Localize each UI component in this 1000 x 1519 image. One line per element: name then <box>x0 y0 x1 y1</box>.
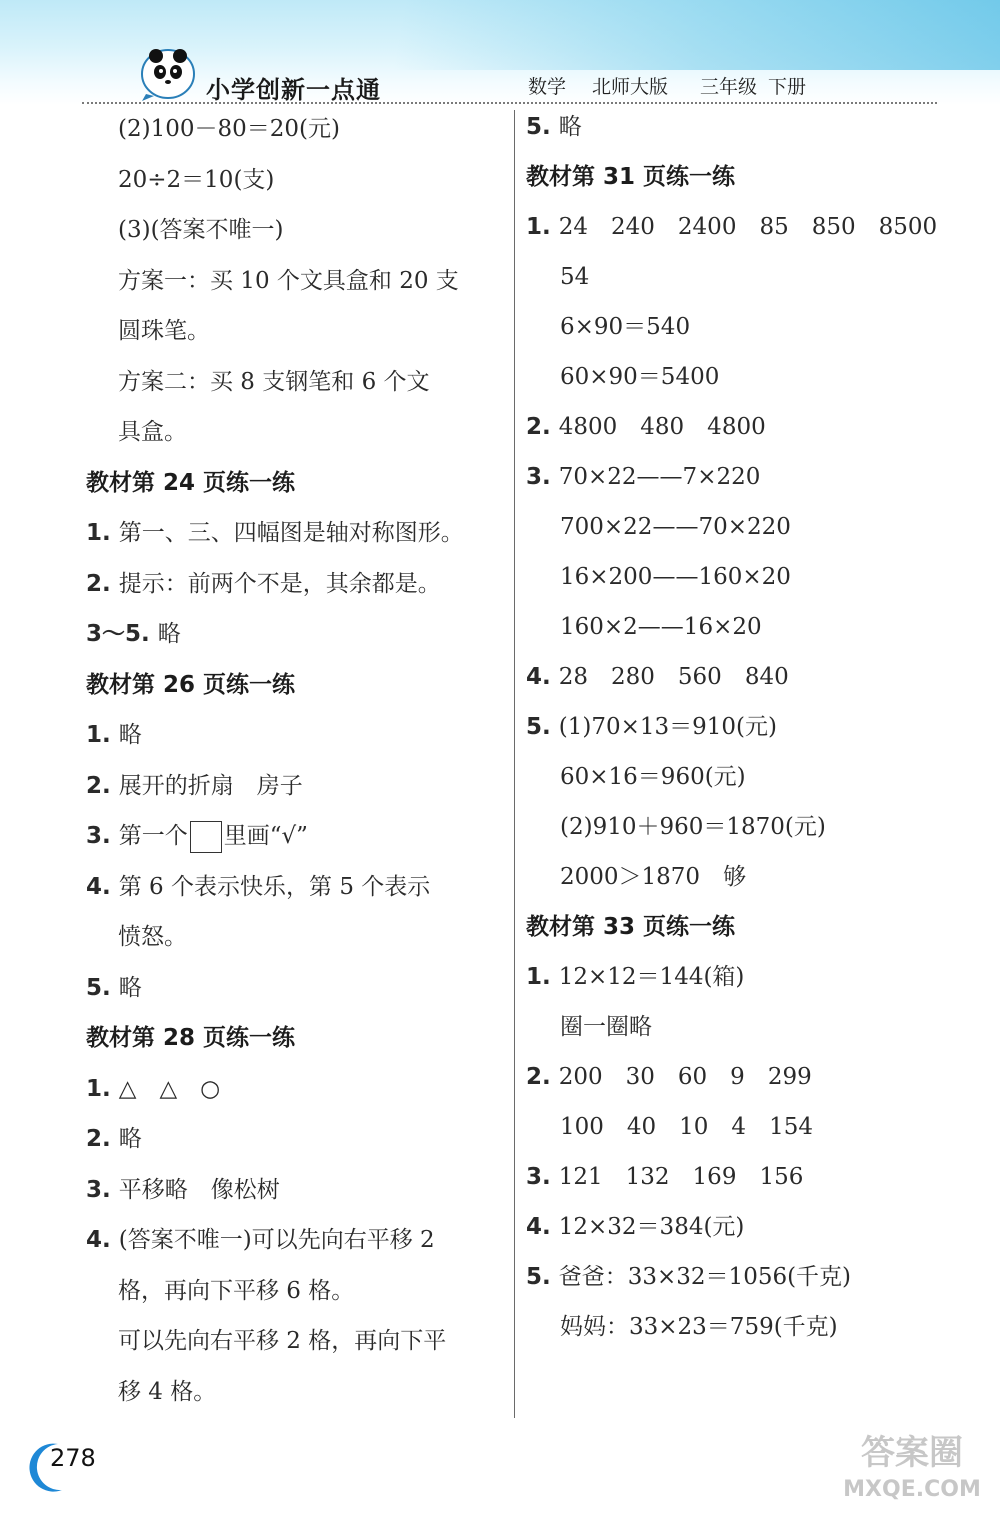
answer-text: 20÷2＝10(支) <box>118 166 275 193</box>
answer-text: 2000＞1870 够 <box>560 864 747 890</box>
answer-line <box>86 1124 142 1154</box>
answer-number: 2. <box>86 570 119 597</box>
answer-text: 圆珠笔。 <box>118 318 210 344</box>
answer-line <box>118 417 187 447</box>
answer-text: 121 132 169 156 <box>558 1164 804 1190</box>
answer-line <box>526 112 582 142</box>
answer-line <box>118 114 340 144</box>
answer-text: 60×16＝960(元) <box>560 764 746 790</box>
answer-number: 1. <box>86 1075 119 1102</box>
answer-number: 1. <box>86 722 119 748</box>
answer-line <box>560 312 690 342</box>
answer-line <box>118 165 274 195</box>
answer-text: 方案二：买 8 支钢笔和 6 个文 <box>118 368 430 395</box>
answer-text: 4800 480 4800 <box>558 414 766 440</box>
answer-text: 移 4 格。 <box>118 1378 217 1405</box>
answer-line <box>526 1212 744 1242</box>
answer-number: 5. <box>526 714 559 740</box>
svg-text:MXQE.COM: MXQE.COM <box>843 1477 981 1502</box>
answer-text: 28 280 560 840 <box>558 664 789 690</box>
answer-number: 2. <box>86 772 119 799</box>
answer-text: (答案不唯一)可以先向右平移 2 <box>118 1227 435 1253</box>
answer-number: 5. <box>526 1264 559 1290</box>
answer-line <box>560 1312 838 1342</box>
answer-line <box>560 512 791 542</box>
answer-number: 1. <box>86 520 119 546</box>
answer-text: 第 6 个表示快乐，第 5 个表示 <box>118 873 431 900</box>
subject-label: 数学 <box>528 76 567 98</box>
answer-text: 略 <box>558 114 582 140</box>
answer-line <box>560 362 719 392</box>
answer-line <box>560 1012 652 1042</box>
answer-line <box>118 1326 446 1356</box>
answer-text: (2)910＋960＝1870(元) <box>560 814 826 840</box>
answer-text: 700×22——70×220 <box>560 514 791 540</box>
answer-text: △ △ ○ <box>118 1075 221 1102</box>
answer-text: 12×12＝144(箱) <box>558 964 745 990</box>
answer-line <box>118 1377 216 1407</box>
section-heading: 教材第 28 页练一练 <box>86 1025 296 1051</box>
answer-number: 2. <box>526 414 559 440</box>
answer-line <box>526 212 937 242</box>
answer-line <box>86 1175 280 1205</box>
answer-text: 爸爸：33×32＝1056(千克) <box>558 1264 852 1290</box>
section-heading: 教材第 31 页练一练 <box>526 164 736 190</box>
answer-text: (2)100－80＝20(元) <box>118 116 340 142</box>
section-heading: 教材第 24 页练一练 <box>86 469 296 496</box>
answer-line <box>526 462 760 492</box>
brand-title: 小学创新一点通 <box>206 76 381 104</box>
answer-text: 可以先向右平移 2 格，再向下平 <box>118 1328 447 1354</box>
answer-line <box>86 569 441 599</box>
answer-text: 圈一圈略 <box>560 1014 652 1040</box>
answer-text: 略 <box>118 974 142 1001</box>
answer-text: 略 <box>118 722 142 748</box>
answer-number: 1. <box>526 964 559 990</box>
answer-number: 4. <box>86 1227 119 1253</box>
answer-text: 第一、三、四幅图是轴对称图形。 <box>118 520 464 546</box>
answer-line <box>86 973 142 1003</box>
answer-text: 100 40 10 4 154 <box>560 1114 813 1140</box>
answer-text: 16×200——160×20 <box>560 564 791 590</box>
answer-text: 妈妈：33×23＝759(千克) <box>560 1314 838 1340</box>
answer-number: 4. <box>86 873 119 900</box>
answer-line <box>86 1225 435 1255</box>
answer-number: 3. <box>526 1164 559 1190</box>
answer-number: 5. <box>86 974 119 1001</box>
answer-line <box>86 720 142 750</box>
answer-line <box>86 771 303 801</box>
section-heading: 教材第 26 页练一练 <box>86 671 296 698</box>
grade-label: 三年级 <box>700 76 758 98</box>
answer-line <box>118 1276 354 1306</box>
answer-line <box>86 619 181 649</box>
answer-number: 5. <box>526 114 559 140</box>
answer-text: (3)(答案不唯一) <box>118 217 284 243</box>
answer-line <box>560 812 826 842</box>
answer-number: 4. <box>526 1214 559 1240</box>
answer-text: 60×90＝5400 <box>560 364 720 390</box>
answer-number: 3. <box>86 1176 119 1203</box>
answer-line <box>560 1112 813 1142</box>
answer-text: 展开的折扇 房子 <box>118 772 303 799</box>
answer-line <box>526 1062 812 1092</box>
answer-text: 6×90＝540 <box>560 314 691 340</box>
answer-line <box>118 922 187 952</box>
answer-text: 平移略 像松树 <box>118 1176 280 1203</box>
answer-line <box>86 518 464 548</box>
answer-line <box>86 1074 220 1104</box>
empty-box-icon <box>190 821 222 853</box>
answer-line <box>86 821 308 853</box>
answer-number: 4. <box>526 664 559 690</box>
watermark-logo <box>832 1428 992 1508</box>
answer-text: 200 30 60 9 299 <box>558 1064 812 1090</box>
answer-line <box>526 712 777 742</box>
answer-text: 第一个 <box>118 823 188 849</box>
answer-line <box>118 316 210 346</box>
answer-number: 3. <box>526 464 559 490</box>
answer-line <box>560 612 762 642</box>
answer-line <box>560 862 746 892</box>
answer-line <box>86 872 430 902</box>
answer-number: 1. <box>526 214 559 240</box>
answer-line <box>560 562 791 592</box>
answer-text: 54 <box>560 264 590 290</box>
answer-line <box>526 662 789 692</box>
svg-text:答案圈: 答案圈 <box>861 1433 963 1473</box>
volume-label: 下册 <box>768 76 807 98</box>
answer-number: 3～5. <box>86 621 158 647</box>
answer-line <box>118 215 284 245</box>
answer-text: 160×2——16×20 <box>560 614 762 640</box>
panda-mascot-icon <box>138 40 200 102</box>
answer-number: 2. <box>526 1064 559 1090</box>
answer-text: (1)70×13＝910(元) <box>558 714 777 740</box>
answer-text: 24 240 2400 85 850 8500 <box>558 214 938 240</box>
answer-number: 3. <box>86 823 119 849</box>
answer-line <box>526 962 744 992</box>
answer-text: 70×22——7×220 <box>558 464 761 490</box>
answer-text: 12×32＝384(元) <box>558 1214 745 1240</box>
answer-line <box>560 762 746 792</box>
answer-text: 方案一：买 10 个文具盒和 20 支 <box>118 267 459 294</box>
answer-line <box>118 266 459 296</box>
answer-number: 2. <box>86 1126 119 1152</box>
column-divider <box>514 110 515 1418</box>
answer-text: 格，再向下平移 6 格。 <box>118 1277 355 1304</box>
answer-text: 略 <box>157 621 181 647</box>
answer-line <box>526 1162 803 1192</box>
answer-text: 略 <box>118 1126 142 1152</box>
answer-text: 提示：前两个不是，其余都是。 <box>118 570 441 597</box>
page-number: 278 <box>50 1444 96 1472</box>
answer-text: 愤怒。 <box>118 924 187 950</box>
answer-text-after: 里画“√” <box>223 823 308 849</box>
answer-text: 具盒。 <box>118 419 187 445</box>
answer-line <box>560 262 589 292</box>
section-heading: 教材第 33 页练一练 <box>526 914 736 940</box>
answer-line <box>526 1262 851 1292</box>
header-divider <box>82 102 937 104</box>
answer-line <box>526 412 766 442</box>
edition-label: 北师大版 <box>592 76 669 98</box>
answer-line <box>118 367 430 397</box>
